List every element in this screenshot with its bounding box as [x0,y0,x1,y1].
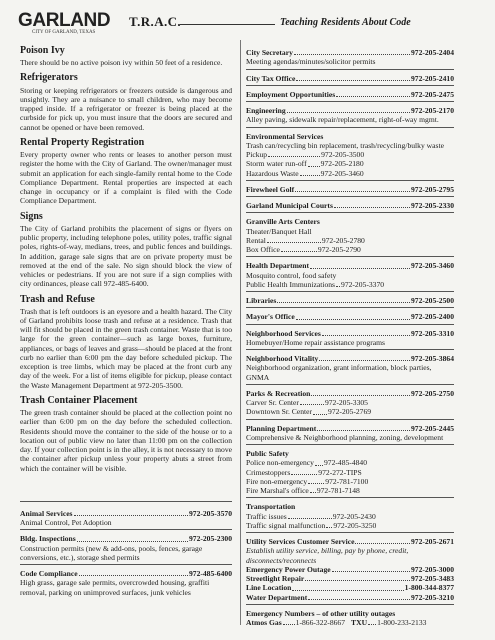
refrigerators-title: Refrigerators [20,72,78,84]
contact-phone[interactable]: 972-205-2500 [410,296,454,305]
item-phone[interactable]: 972-205-3305 [324,398,368,407]
contact-phone[interactable]: 972-205-2300 [188,534,232,544]
mayors-office [246,308,454,324]
contact-code-compliance [20,565,232,599]
parks-recreation [246,385,454,420]
item-phone[interactable]: 972-205-2430 [332,511,376,521]
contact-desc: Establish utility service, billing, pay by phone, credit, disconnects/reconnects [246,546,409,565]
item-phone[interactable]: 972-272-TIPS [318,467,362,477]
contact-desc: High grass, garage sale permits, overcrowded housing, graffiti removal, parking on unimproved surfaces, junk vehicles [20,578,210,597]
trac-title: T.R.A.C. [129,14,182,29]
contact-name: Code Compliance [20,569,78,579]
contact-name: Neighborhood Vitality [246,354,319,363]
contact-desc: Meeting agendas/minutes/solicitor permits [246,57,376,67]
contact-name: Health Department [246,261,310,271]
page-header [18,8,478,38]
contact-desc: Mosquito control, food safety [246,270,337,280]
contact-name: Animal Services [20,508,73,518]
atmos-phone[interactable]: 1-866-322-8667 [295,618,346,627]
item-name: Crimestoppers [246,467,291,477]
item-phone[interactable]: 972-205-2790 [317,245,361,254]
poison-ivy-title: Poison Ivy [20,45,65,56]
item-phone[interactable]: 972-781-7100 [325,476,369,486]
item-name: Carver Sr. Center [246,398,299,407]
section-title: Transportation [246,502,296,512]
contact-phone[interactable]: 972-205-2330 [410,201,454,210]
contact-name: Libraries [246,296,277,305]
item-name: Water Department [246,592,308,602]
contact-phone[interactable]: 972-205-2404 [410,48,454,57]
contact-phone[interactable]: 972-205-3864 [410,354,454,363]
item-phone[interactable]: 972-205-3460 [320,168,364,178]
slogan: Teaching Residents About Code [280,17,411,28]
item-phone[interactable]: 1-800-344-8377 [404,583,454,593]
contact-phone[interactable]: 972-205-2795 [410,184,454,194]
granville-arts [246,213,454,257]
contact-name: Parks & Recreation [246,388,311,398]
atmos-label: Atmos Gas [246,618,282,627]
libraries [246,292,454,308]
item-name: Fire Marshal's office [246,486,309,495]
section-title: Emergency Numbers – of other utility outages [246,608,396,618]
poison-ivy-body: There should be no active poison ivy within 50 feet of a residence. [20,58,223,68]
signs-body: The City of Garland prohibits the placement of signs or flyers on public property, including telephone poles, utility poles, traffic signal poles, rights-of-way, medians, trees, and public fences and buildings. In addition, garage sale signs that are on private property must be removed at the end of the sale. No sign should block the view of vehicles or pedestrians. If you are not sure if a sign complies with city ordinances, please call 972-485-6400. [20,223,232,289]
transportation [246,498,454,533]
container-body: The green trash container should be placed at the collection point no earlier than 6:00 pm on the day before the scheduled collection. Residents should move the container to the side of the house or to a location out of public view no later than 11:00 pm on the collection day. If your collection point is in the alley, it is not necessary to move the container after pickup unless your property abuts a street from which the container will be visible. [20,408,232,473]
contact-name: Engineering [246,106,286,115]
contact-phone[interactable]: 972-205-2170 [410,106,454,115]
contact-name: City Tax Office [246,73,296,83]
contact-desc: Trash can/recycling bin replacement, trash/recycling/bulky waste [246,140,444,150]
txu-phone[interactable]: 1-800-233-2133 [377,618,427,627]
trash-body: Trash that is left outdoors is an eyesore and a health hazard. The City of Garland prohibits loose trash and refuse at a residence. Trash that will fit should be placed in the green trash container. Waste that is too large for the green container—such as large boxes, furniture, appliances, or bags of leaves and grass—should be placed at the front curb no earlier than 6:00 pm the day before scheduled pickup. The exception is tree limbs, which may be placed at the front curb any day of the week. For a list of items eligible for pickup, please contact the Waste Management Department at 972-205-3500. [20,306,232,390]
item-phone[interactable]: 972-205-3250 [333,520,377,530]
trash-title: Trash and Refuse [20,293,95,305]
item-phone[interactable]: 972-205-3500 [321,150,365,159]
neighborhood-vitality [246,350,454,385]
contact-desc: Neighborhood organization, grant information, block parties, GNMA [246,363,432,382]
emergency-numbers [246,605,454,630]
item-name: Public Health Immunizations [246,279,336,289]
contact-phone[interactable]: 972-205-2475 [410,89,454,99]
contact-name: City Secretary [246,48,293,57]
contact-name: Firewheel Golf [246,184,295,194]
contact-phone[interactable]: 972-205-2750 [410,388,454,398]
emergency-row [246,618,454,627]
rental-body: Every property owner who rents or leases to another person must register the home with the City of Garland. The owner/manager must submit an application for each single-family rental home to the Code Compliance Department. Rental properties are inspected at each change in occupancy or if a complaint is filed with the Code Compliance Department. [20,150,232,206]
employment [246,86,454,102]
item-phone[interactable]: 972-205-3370 [341,279,385,289]
left-contacts [20,501,232,599]
contact-phone[interactable]: 972-205-3310 [410,328,454,338]
item-phone[interactable]: 972-205-2780 [321,235,365,245]
contact-phone[interactable]: 972-205-2400 [410,312,454,322]
municipal-courts [246,197,454,213]
item-phone[interactable]: 972-205-3210 [410,592,454,602]
firewheel-golf [246,181,454,197]
container-title: Trash Container Placement [20,394,138,406]
contact-name: Employment Opportunities [246,89,336,99]
contact-desc: Alley paving, sidewalk repair/replacement, right-of-way mgmt. [246,115,439,125]
public-safety [246,445,454,498]
item-name: Rental [246,235,266,245]
item-name: Hazardous Waste [246,168,299,178]
contact-desc: Homebuyer/Home repair assistance programs [246,337,385,347]
right-column [246,44,454,629]
signs-title: Signs [20,210,43,222]
item-phone[interactable]: 972-205-2769 [328,407,372,417]
item-name: Traffic issues [246,511,287,521]
item-name: Box Office [246,245,280,254]
utility-services [246,533,454,605]
contact-desc: Theater/Banquet Hall [246,226,312,236]
left-column [20,40,232,599]
contact-bldg-inspections [20,530,232,565]
contact-desc: Construction permits (new & add-ons, pools, fences, garage conversions, etc.), storage shed permits [20,543,203,562]
rental-title: Rental Property Registration [20,136,145,148]
item-name: Streetlight Repair [246,574,305,583]
city-secretary [246,44,454,70]
section-title: Granville Arts Centers [246,217,320,227]
engineering [246,102,454,128]
contact-phone[interactable]: 972-205-2410 [410,73,454,83]
section-title: Public Safety [246,449,289,458]
item-name: Traffic signal malfunction [246,520,326,530]
logo-subtitle: CITY OF GARLAND, TEXAS [32,30,96,35]
item-name: Line Location [246,583,292,593]
item-name: Pickup [246,150,268,159]
health-department [246,257,454,292]
contact-name: Planning Department [246,423,317,433]
contact-name: Utility Services Customer Service [246,537,355,546]
contact-phone[interactable]: 972-205-2671 [410,537,454,546]
item-name: Emergency Power Outage [246,564,331,574]
item-phone[interactable]: 972-205-3483 [410,574,454,583]
txu-label: TXU [351,618,368,627]
column-divider [240,40,241,625]
contact-phone[interactable]: 972-205-3460 [410,261,454,271]
contact-name: Garland Municipal Courts [246,201,333,210]
contact-phone[interactable]: 972-205-2445 [410,423,454,433]
contact-animal-services [20,505,232,531]
item-name: Police non-emergency [246,458,314,468]
item-phone[interactable]: 972-781-7148 [316,486,360,495]
garland-logo: GARLAND [18,10,111,31]
contact-phone[interactable]: 972-205-3570 [188,508,232,518]
refrigerators-body: Storing or keeping refrigerators or freezers outside is dangerous and unsightly. They are a nuisance to small children, who may become trapped inside. If a refrigerator or freezer is being placed at the curbside for pick up, you must insure that the doors are secured and cannot be opened or have been removed. [20,85,232,132]
contact-name: Bldg. Inspections [20,534,76,544]
contact-phone[interactable]: 972-485-6400 [188,569,232,579]
section-title: Environmental Services [246,131,324,141]
item-phone[interactable]: 972-205-3000 [410,564,454,574]
item-name: Storm water run-off [246,159,307,169]
contact-name: Neighborhood Services [246,328,321,338]
environmental-services [246,128,454,181]
neighborhood-services [246,325,454,351]
header-rule [180,24,275,25]
item-phone[interactable]: 972-205-2180 [320,159,364,169]
item-phone[interactable]: 972-485-4840 [323,458,368,468]
contact-desc: Animal Control, Pet Adoption [20,518,112,528]
contact-desc: Comprehensive & Neighborhood planning, zoning, development [246,432,444,442]
city-tax-office [246,70,454,86]
planning-department [246,420,454,446]
item-name: Downtown Sr. Center [246,407,313,417]
contact-name: Mayor's Office [246,312,295,322]
item-name: Fire non-emergency [246,476,308,486]
